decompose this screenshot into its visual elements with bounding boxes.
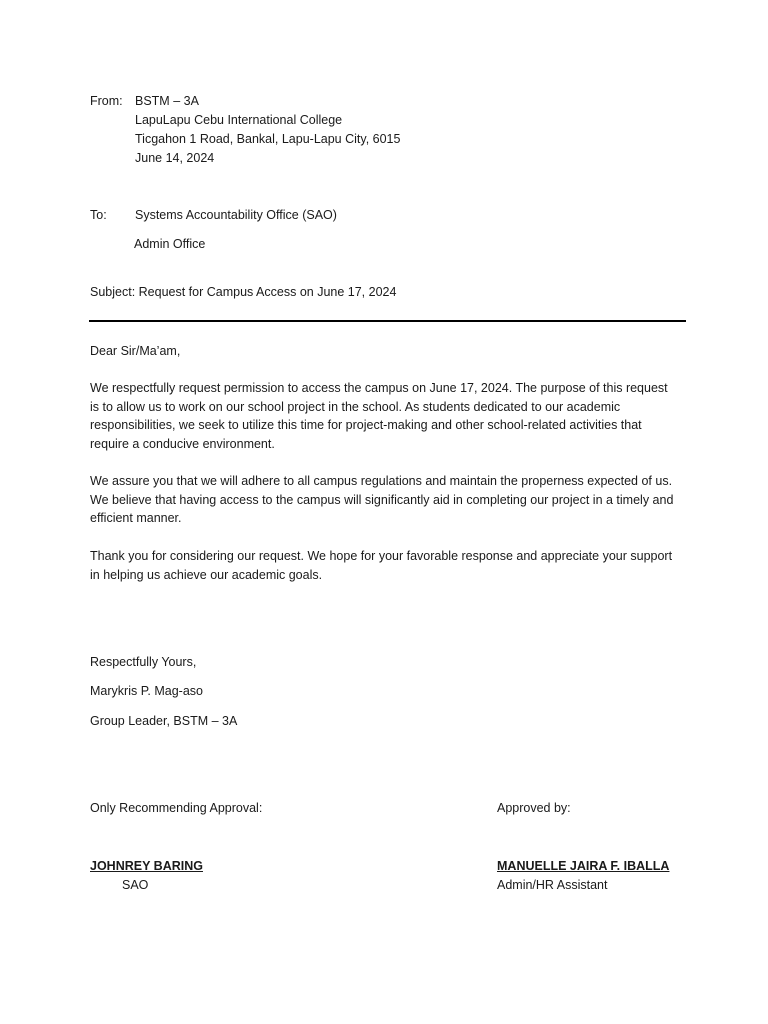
body-paragraph-thanks: Thank you for considering our request. We hope for your favorable response and appreciate your support in helping us achieve our academic goals. bbox=[90, 549, 673, 582]
salutation: Dear Sir/Ma’am, bbox=[90, 344, 181, 358]
header-divider bbox=[89, 320, 686, 322]
body-paragraph-request: We respectfully request permission to access the campus on June 17, 2024. The purpose of this request is to allow us to work on our school project in the school. As students dedicated to our academic responsibilities, we seek to utilize this time for project-making and other school-related activities that require a conducive environment. bbox=[90, 381, 668, 452]
from-line-address: Ticgahon 1 Road, Bankal, Lapu-Lapu City, 6015 bbox=[135, 132, 401, 146]
from-label: From: bbox=[90, 94, 123, 108]
signatory-name: Marykris P. Mag-aso bbox=[90, 684, 203, 698]
from-line-sender: BSTM – 3A bbox=[135, 94, 199, 108]
recommending-approver-position: SAO bbox=[122, 878, 149, 892]
from-line-institution: LapuLapu Cebu International College bbox=[135, 113, 343, 127]
from-line-date: June 14, 2024 bbox=[135, 151, 215, 165]
recommending-approval-label: Only Recommending Approval: bbox=[90, 801, 263, 815]
subject-line: Subject: Request for Campus Access on June 17, 2024 bbox=[90, 285, 397, 299]
approved-by-label: Approved by: bbox=[497, 801, 571, 815]
complimentary-close: Respectfully Yours, bbox=[90, 655, 197, 669]
recommending-approver-name: JOHNREY BARING bbox=[90, 859, 203, 873]
approver-position: Admin/HR Assistant bbox=[497, 878, 608, 892]
to-line-office: Systems Accountability Office (SAO) bbox=[135, 208, 337, 222]
signatory-title: Group Leader, BSTM – 3A bbox=[90, 714, 238, 728]
to-label: To: bbox=[90, 208, 107, 222]
approver-name: MANUELLE JAIRA F. IBALLA bbox=[497, 859, 670, 873]
to-line-admin: Admin Office bbox=[134, 237, 206, 251]
body-paragraph-assurance: We assure you that we will adhere to all campus regulations and maintain the properness expected of us. We believe that having access to the campus will significantly aid in completing our project in a timely and efficient manner. bbox=[90, 474, 674, 526]
